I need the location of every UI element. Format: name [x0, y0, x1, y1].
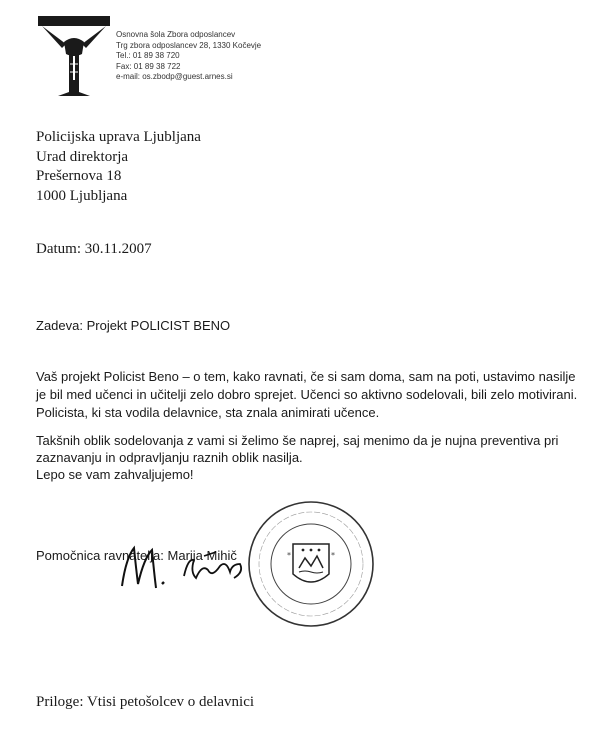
letterhead-tel: Tel.: 01 89 38 720 [116, 51, 180, 60]
closing-line: Lepo se vam zahvaljujemo! [36, 467, 194, 482]
recipient-line: 1000 Ljubljana [36, 187, 128, 204]
letterhead [116, 30, 261, 83]
body-paragraph-2 [36, 432, 581, 483]
letterhead-school: Osnovna šola Zbora odposlancev [116, 30, 236, 39]
letter-subject: Zadeva: Projekt POLICIST BENO [36, 318, 231, 333]
school-logo-icon [36, 14, 112, 98]
official-stamp [245, 498, 377, 630]
letter-date: Datum: 30.11.2007 [36, 241, 152, 257]
svg-text:*: * [331, 551, 335, 560]
letterhead-address: Trg zbora odposlancev 28, 1330 Kočevje [116, 40, 262, 50]
paragraph-2-text: Takšnih oblik sodelovanja z vami si želimo še naprej, saj menimo da je nujna preventiva pri zaznavanju in odpravljanju raznih oblik nasilja. [36, 433, 559, 465]
recipient-line: Policijska uprava Ljubljana [36, 129, 201, 145]
signatory-line: Pomočnica ravnatelja: Marija Mihič [36, 548, 237, 563]
attachment-line: Priloge: Vtisi petošolcev o delavnici [36, 694, 255, 710]
recipient-line: Prešernova 18 [36, 168, 122, 184]
letterhead-email: e-mail: os.zbodp@guest.arnes.si [116, 72, 233, 81]
body-paragraph-1: Vaš projekt Policist Beno – o tem, kako ravnati, če si sam doma, sam na poti, ustavimo nasilje je bil med učenci in učitelji zelo dobro sprejet. Učenci so aktivno sodelovali, bili zelo motivirani. Policista, ki sta vodila delavnice, sta znala animirati učence. [36, 369, 578, 420]
recipient-line: Urad direktorja [36, 148, 129, 165]
svg-text:*: * [287, 551, 291, 560]
letterhead-fax: Fax: 01 89 38 722 [116, 61, 181, 71]
recipient-address [36, 128, 201, 206]
signature-icon [104, 528, 264, 608]
